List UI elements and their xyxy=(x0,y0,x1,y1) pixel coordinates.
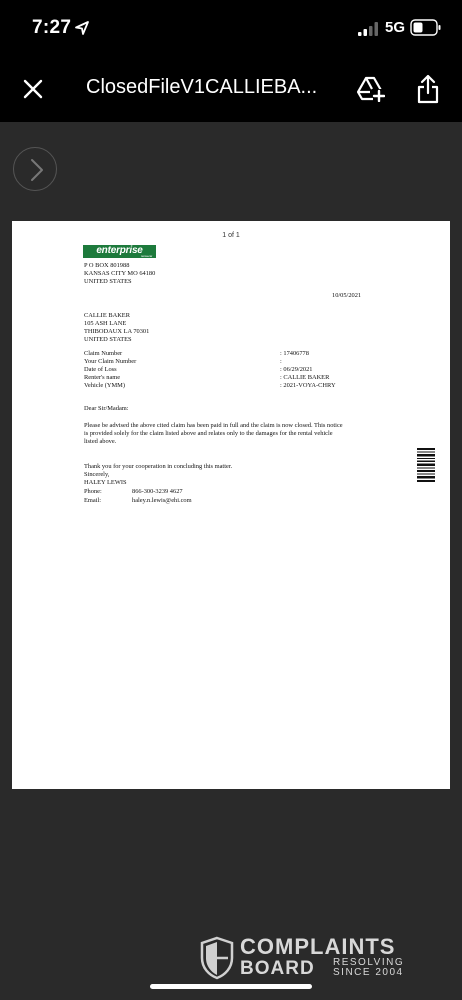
body-line: listed above. xyxy=(84,438,117,445)
share-icon[interactable] xyxy=(416,74,440,104)
sender-line: UNITED STATES xyxy=(84,278,132,285)
location-arrow-icon xyxy=(74,20,90,36)
field-label: Date of Loss xyxy=(84,366,117,373)
top-bar xyxy=(0,0,462,122)
field-label: Vehicle (YMM) xyxy=(84,382,125,389)
next-page-button[interactable] xyxy=(13,147,57,191)
document-page xyxy=(12,221,450,789)
field-value: : xyxy=(280,358,282,365)
barcode-image xyxy=(417,448,435,482)
signer-name: HALEY LEWIS xyxy=(84,479,127,486)
chevron-right-icon xyxy=(26,158,46,182)
salutation: Dear Sir/Madam: xyxy=(84,405,129,412)
watermark-line2: BOARD xyxy=(240,958,315,979)
closing-line: Thank you for your cooperation in concluding this matter. xyxy=(84,463,233,470)
logo-subtext: rent-a-car xyxy=(140,254,152,258)
cellular-signal-icon xyxy=(358,22,380,36)
shield-icon xyxy=(200,936,234,980)
field-value: : 2021-VOYA-CHRY xyxy=(280,382,336,389)
battery-icon xyxy=(410,19,442,36)
field-value: : 06/29/2021 xyxy=(280,366,313,373)
body-line: is provided solely for the claim listed above and relates only to the damages for the rental vehicle xyxy=(84,430,333,437)
home-indicator[interactable] xyxy=(150,984,312,989)
field-label: Claim Number xyxy=(84,350,123,357)
phone-value: 866-300-3239 4627 xyxy=(132,488,183,495)
closing-line: Sincerely, xyxy=(84,471,110,478)
field-label: Your Claim Number xyxy=(84,358,137,365)
email-value: haley.n.lewis@ehi.com xyxy=(132,497,192,504)
field-value: : CALLIE BAKER xyxy=(280,374,330,381)
recipient-line: CALLIE BAKER xyxy=(84,312,130,319)
enterprise-logo xyxy=(83,245,156,258)
recipient-line: UNITED STATES xyxy=(84,336,132,343)
close-icon[interactable] xyxy=(22,78,44,100)
complaints-board-watermark xyxy=(200,934,415,982)
add-to-drive-icon[interactable] xyxy=(357,76,385,102)
phone-label: Phone: xyxy=(84,488,102,495)
watermark-tagline-2: SINCE 2004 xyxy=(333,967,404,978)
watermark-line3 xyxy=(333,958,404,978)
email-label: Email: xyxy=(84,497,102,504)
letter-date: 10/05/2021 xyxy=(332,292,362,299)
logo-text: enterprise xyxy=(96,245,143,256)
sender-line: KANSAS CITY MO 64180 xyxy=(84,270,156,277)
file-title: ClosedFileV1CALLIEBA... xyxy=(86,76,318,98)
recipient-line: THIBODAUX LA 70301 xyxy=(84,328,150,335)
body-line: Please be advised the above cited claim has been paid in full and the claim is now closed. This notice xyxy=(84,422,343,429)
sender-line: P O BOX 801988 xyxy=(84,262,130,269)
page-indicator: 1 of 1 xyxy=(222,232,240,239)
field-label: Renter's name xyxy=(84,374,121,381)
watermark-tagline-1: RESOLVING xyxy=(333,957,405,968)
recipient-line: 105 ASH LANE xyxy=(84,320,127,327)
status-time: 7:27 xyxy=(32,17,72,38)
network-type: 5G xyxy=(385,19,406,36)
field-value: : 17406778 xyxy=(280,350,309,357)
watermark-line1: COMPLAINTS xyxy=(240,934,396,959)
